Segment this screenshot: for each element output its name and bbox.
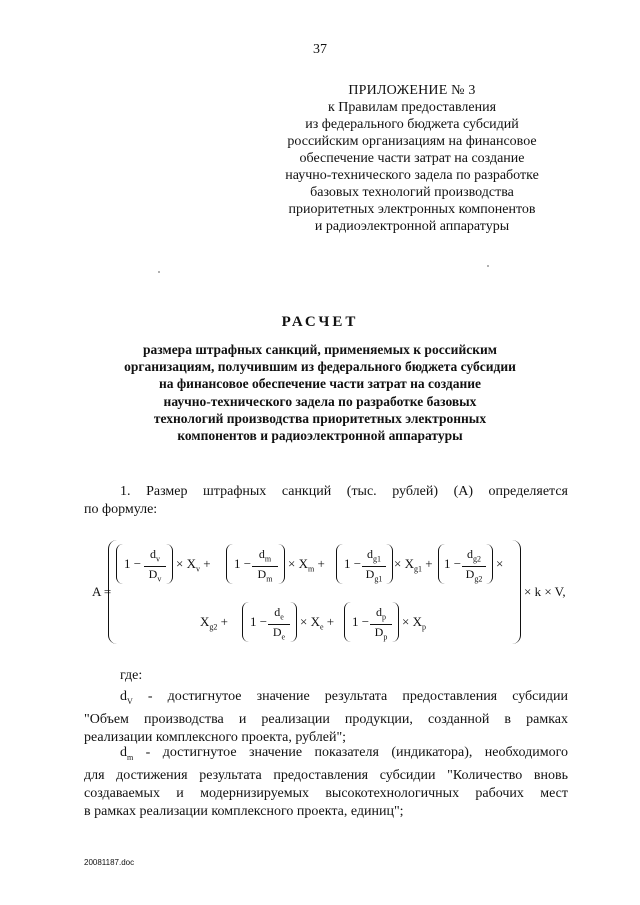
num-symbol: d bbox=[467, 547, 473, 561]
definition-line: реализации комплексного проекта, рублей"; bbox=[84, 729, 347, 745]
one-minus: 1 − bbox=[124, 556, 142, 571]
fraction-e bbox=[268, 606, 290, 644]
penalty-formula bbox=[84, 536, 584, 648]
fraction-m bbox=[252, 548, 278, 586]
fraction-v bbox=[144, 548, 166, 586]
num-sub: g2 bbox=[473, 554, 481, 564]
paren-right bbox=[386, 544, 393, 584]
den-symbol: D bbox=[257, 567, 267, 582]
one-minus: 1 − bbox=[250, 614, 268, 629]
subtitle-line: научно-технического задела по разработке базовых bbox=[163, 393, 477, 409]
den-symbol: D bbox=[365, 567, 375, 582]
paren-left bbox=[242, 602, 249, 642]
paragraph-1 bbox=[84, 483, 568, 519]
x-symbol: X bbox=[310, 614, 320, 629]
definition-line: в рамках реализации комплексного проекта, единиц"; bbox=[84, 803, 404, 819]
paren-left bbox=[344, 602, 351, 642]
appendix-line: обеспечение части затрат на создание bbox=[299, 151, 525, 166]
den-sub: g1 bbox=[374, 574, 383, 584]
appendix-block bbox=[268, 82, 556, 235]
num-sub: p bbox=[382, 612, 386, 622]
fraction-p bbox=[370, 606, 392, 644]
num-sub: m bbox=[264, 554, 272, 564]
plus-sign: + bbox=[317, 556, 325, 571]
plus-sign: + bbox=[425, 556, 433, 571]
fraction-g1 bbox=[362, 548, 386, 586]
times-sign: × bbox=[402, 614, 410, 629]
x-sub: e bbox=[319, 622, 324, 632]
x-symbol: X bbox=[200, 614, 210, 629]
den-sub: p bbox=[383, 632, 388, 642]
subtitle-line: размера штрафных санкций, применяемых к российским bbox=[143, 342, 497, 357]
one-minus: 1 − bbox=[352, 614, 370, 629]
num-symbol: d bbox=[376, 605, 382, 619]
appendix-line: к Правилам предоставления bbox=[327, 100, 497, 115]
outer-right-paren bbox=[512, 540, 521, 644]
subtitle-line: на финансовое обеспечение части затрат на создание bbox=[158, 376, 482, 392]
definition-dm bbox=[84, 744, 568, 821]
scan-speck bbox=[487, 265, 489, 267]
den-symbol: D bbox=[148, 567, 158, 582]
x-sub: g1 bbox=[413, 564, 422, 574]
document-subtitle bbox=[104, 341, 536, 444]
appendix-line: и радиоэлектронной аппаратуры bbox=[314, 219, 510, 234]
subtitle-line: технологий производства приоритетных электронных bbox=[153, 410, 487, 426]
subtitle-line: компонентов и радиоэлектронной аппаратуры bbox=[177, 428, 463, 444]
page-number: 37 bbox=[313, 42, 327, 57]
times-sign: × bbox=[496, 556, 504, 571]
den-symbol: D bbox=[374, 625, 384, 640]
appendix-heading: ПРИЛОЖЕНИЕ № 3 bbox=[348, 83, 476, 98]
definition-line: для достижения результата предоставления субсидии "Количество вновь bbox=[84, 767, 568, 783]
x-sub: g2 bbox=[209, 622, 218, 632]
x-sub: p bbox=[421, 622, 426, 632]
document-title: РАСЧЕТ bbox=[281, 314, 359, 330]
definition-line: "Объем производства и реализации продукции, созданной в рамках bbox=[84, 711, 568, 727]
x-symbol: X bbox=[186, 556, 196, 571]
paren-left bbox=[336, 544, 343, 584]
one-minus: 1 − bbox=[234, 556, 252, 571]
paren-right bbox=[392, 602, 399, 642]
times-sign: × bbox=[300, 614, 308, 629]
paren-right bbox=[486, 544, 493, 584]
paren-left bbox=[116, 544, 123, 584]
num-symbol: d bbox=[258, 547, 265, 561]
den-sub: e bbox=[281, 632, 286, 642]
formula-lhs: A = bbox=[92, 584, 112, 599]
definition-symbol: $d_V$ bbox=[120, 689, 133, 706]
paren-right bbox=[290, 602, 297, 642]
scan-speck bbox=[158, 271, 160, 273]
appendix-line: научно-технического задела по разработке bbox=[285, 168, 539, 183]
num-symbol: d bbox=[367, 547, 373, 561]
x-symbol: X bbox=[412, 614, 422, 629]
paragraph-1-line: 1. Размер штрафных санкций (тыс. рублей) (А) определяется bbox=[120, 484, 568, 499]
plus-sign: + bbox=[326, 614, 335, 629]
formula-tail: × k × V, bbox=[524, 584, 566, 599]
num-sub: v bbox=[156, 554, 160, 564]
paren-left bbox=[226, 544, 233, 584]
paren-right bbox=[166, 544, 173, 584]
x-symbol: X bbox=[404, 556, 414, 571]
file-footer: 20081187.doc bbox=[84, 858, 135, 867]
paren-right bbox=[278, 544, 285, 584]
definition-line: - достигнутое значение результата предоставления субсидии bbox=[147, 689, 568, 704]
times-sign: × bbox=[176, 556, 184, 571]
den-sub: g2 bbox=[474, 574, 483, 584]
definition-line: - достигнутое значение показателя (индикатора), необходимого bbox=[145, 745, 568, 760]
paragraph-1-line: по формуле: bbox=[84, 502, 158, 517]
num-sub: e bbox=[280, 612, 284, 622]
den-symbol: D bbox=[465, 567, 475, 582]
definition-line: создаваемых и модернизируемых высокотехнологичных рабочих мест bbox=[84, 785, 568, 801]
num-symbol: d bbox=[274, 605, 281, 619]
subtitle-line: организациям, получившим из федерального бюджета субсидии bbox=[124, 359, 516, 375]
appendix-line: из федерального бюджета субсидий bbox=[305, 117, 519, 132]
num-symbol: d bbox=[150, 547, 156, 561]
one-minus: 1 − bbox=[344, 556, 362, 571]
times-sign: × bbox=[394, 556, 402, 571]
x-sub: m bbox=[307, 564, 315, 574]
appendix-line: базовых технологий производства bbox=[310, 185, 514, 200]
plus-sign: + bbox=[203, 556, 211, 571]
plus-sign: + bbox=[220, 614, 228, 629]
where-label: где: bbox=[120, 668, 143, 683]
times-sign: × bbox=[288, 556, 296, 571]
x-sub: v bbox=[195, 564, 200, 574]
num-sub: g1 bbox=[373, 554, 381, 564]
one-minus: 1 − bbox=[444, 556, 462, 571]
appendix-line: российским организациям на финансовое bbox=[287, 134, 537, 149]
den-symbol: D bbox=[272, 625, 282, 640]
fraction-g2 bbox=[462, 548, 486, 586]
x-symbol: X bbox=[298, 556, 308, 571]
definition-dv bbox=[84, 688, 568, 747]
definition-symbol: $d_m$ bbox=[120, 745, 134, 762]
appendix-line: приоритетных электронных компонентов bbox=[288, 202, 536, 217]
den-sub: m bbox=[266, 574, 273, 584]
den-sub: v bbox=[157, 574, 162, 584]
